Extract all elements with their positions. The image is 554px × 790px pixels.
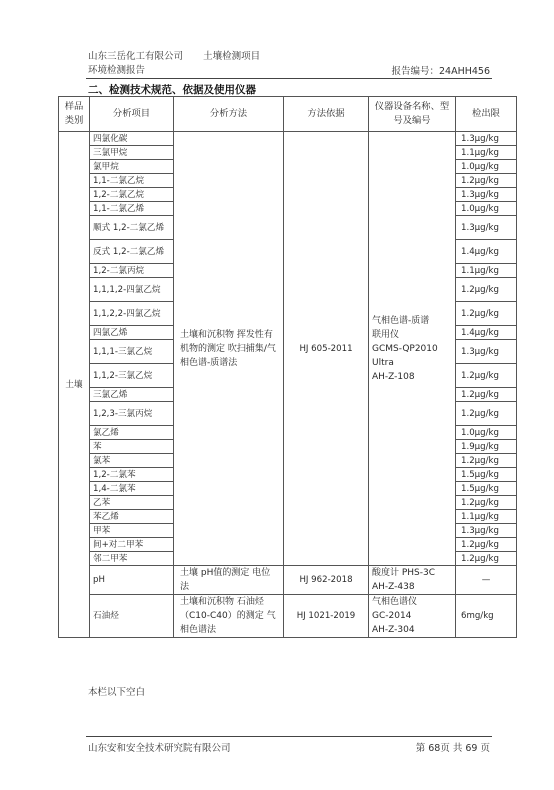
limit-cell: 1.5μg/kg (456, 482, 517, 496)
header-limit: 检出限 (456, 97, 517, 132)
item-cell: 1,4-二氯苯 (90, 482, 174, 496)
report-number-value: 24AHH456 (438, 66, 490, 77)
equipment-line: 联用仪 (372, 329, 400, 340)
item-cell: 顺式 1,2-二氯乙烯 (90, 216, 174, 240)
page-header (88, 50, 260, 78)
item-cell: 1,1-二氯乙烷 (90, 174, 174, 188)
limit-cell: 1.5μg/kg (456, 468, 517, 482)
item-cell: 甲苯 (90, 524, 174, 538)
basis-cell: HJ 1021-2019 (284, 595, 369, 638)
limit-cell: 1.2μg/kg (456, 388, 517, 402)
item-cell: 三氯乙烯 (90, 388, 174, 402)
item-cell: 1,1,1-三氯乙烷 (90, 340, 174, 364)
equipment-line: 气相色谱-质谱 (372, 315, 430, 326)
equipment-line: AH-Z-438 (372, 582, 415, 592)
item-cell: 1,1,1,2-四氯乙烷 (90, 278, 174, 302)
limit-cell: 1.9μg/kg (456, 440, 517, 454)
limit-cell: 1.2μg/kg (456, 454, 517, 468)
limit-cell: 1.0μg/kg (456, 426, 517, 440)
item-cell: 1,2-二氯乙烷 (90, 188, 174, 202)
equipment-line: AH-Z-304 (372, 625, 415, 635)
footer-org: 山东安和安全技术研究院有限公司 (88, 743, 231, 754)
limit-cell: 1.4μg/kg (456, 240, 517, 264)
header-basis: 方法依据 (284, 97, 369, 132)
item-cell: 石油烃 (90, 595, 174, 638)
project-name: 土壤检测项目 (203, 51, 261, 62)
equipment-cell (369, 132, 456, 566)
equipment-line: GC-2014 (372, 611, 412, 621)
item-cell: 氯乙烯 (90, 426, 174, 440)
equipment-line: GCMS-QP2010 (372, 343, 438, 354)
method-cell: 土壤和沉积物 挥发性有机物的测定 吹扫捕集/气相色谱-质谱法 (174, 132, 284, 566)
limit-cell: — (456, 566, 517, 595)
limit-cell: 1.2μg/kg (456, 278, 517, 302)
equipment-line: AH-Z-108 (372, 371, 415, 382)
limit-cell: 1.4μg/kg (456, 326, 517, 340)
item-cell: 1,1-二氯乙烯 (90, 202, 174, 216)
limit-cell: 6mg/kg (456, 595, 517, 638)
item-cell: 反式 1,2-二氯乙烯 (90, 240, 174, 264)
limit-cell: 1.2μg/kg (456, 364, 517, 388)
item-cell: 间+对二甲苯 (90, 538, 174, 552)
limit-cell: 1.2μg/kg (456, 552, 517, 566)
item-cell: 乙苯 (90, 496, 174, 510)
header-method: 分析方法 (174, 97, 284, 132)
method-cell: 土壤 pH值的测定 电位法 (174, 566, 284, 595)
item-cell: 1,2-二氯苯 (90, 468, 174, 482)
limit-cell: 1.2μg/kg (456, 402, 517, 426)
header-rule (86, 78, 492, 79)
equipment-cell (369, 595, 456, 638)
limit-cell: 1.3μg/kg (456, 216, 517, 240)
section-title: 二、检测技术规范、依据及使用仪器 (88, 84, 256, 96)
table-row (59, 595, 517, 638)
limit-cell: 1.2μg/kg (456, 302, 517, 326)
methods-table (58, 96, 517, 638)
item-cell: 苯 (90, 440, 174, 454)
limit-cell: 1.3μg/kg (456, 340, 517, 364)
table-row (59, 132, 517, 146)
item-cell: 三氯甲烷 (90, 146, 174, 160)
item-cell: pH (90, 566, 174, 595)
limit-cell: 1.0μg/kg (456, 202, 517, 216)
limit-cell: 1.3μg/kg (456, 524, 517, 538)
item-cell: 氯苯 (90, 454, 174, 468)
item-cell: 苯乙烯 (90, 510, 174, 524)
footer-rule (86, 736, 492, 737)
report-number (391, 63, 490, 77)
limit-cell: 1.0μg/kg (456, 160, 517, 174)
basis-cell: HJ 605-2011 (284, 132, 369, 566)
item-cell: 1,1,2-三氯乙烷 (90, 364, 174, 388)
table-row (59, 566, 517, 595)
sample-type-cell: 土壤 (59, 132, 90, 638)
end-note: 本栏以下空白 (88, 687, 146, 698)
limit-cell: 1.2μg/kg (456, 496, 517, 510)
equipment-cell (369, 566, 456, 595)
limit-cell: 1.1μg/kg (456, 264, 517, 278)
table-header-row (59, 97, 517, 132)
item-cell: 氯甲烷 (90, 160, 174, 174)
item-cell: 四氯乙烯 (90, 326, 174, 340)
company-name: 山东三岳化工有限公司 (88, 51, 184, 62)
report-type: 环境检测报告 (88, 65, 146, 76)
limit-cell: 1.1μg/kg (456, 510, 517, 524)
header-item: 分析项目 (90, 97, 174, 132)
basis-cell: HJ 962-2018 (284, 566, 369, 595)
report-number-label: 报告编号： (391, 66, 439, 77)
item-cell: 四氯化碳 (90, 132, 174, 146)
limit-cell: 1.3μg/kg (456, 132, 517, 146)
limit-cell: 1.3μg/kg (456, 188, 517, 202)
equipment-line: Ultra (372, 357, 394, 368)
item-cell: 1,2,3-三氯丙烷 (90, 402, 174, 426)
item-cell: 邻二甲苯 (90, 552, 174, 566)
footer-page: 第 68页 共 69 页 (415, 743, 490, 754)
method-cell: 土壤和沉积物 石油烃（C10-C40）的测定 气相色谱法 (174, 595, 284, 638)
header-equipment: 仪器设备名称、型号及编号 (369, 97, 456, 132)
limit-cell: 1.2μg/kg (456, 538, 517, 552)
limit-cell: 1.2μg/kg (456, 174, 517, 188)
item-cell: 1,2-二氯丙烷 (90, 264, 174, 278)
equipment-line: 气相色谱仪 (372, 597, 418, 607)
equipment-line: 酸度计 PHS-3C (372, 568, 436, 578)
header-sample-type: 样品类别 (59, 97, 90, 132)
limit-cell: 1.1μg/kg (456, 146, 517, 160)
item-cell: 1,1,2,2-四氯乙烷 (90, 302, 174, 326)
